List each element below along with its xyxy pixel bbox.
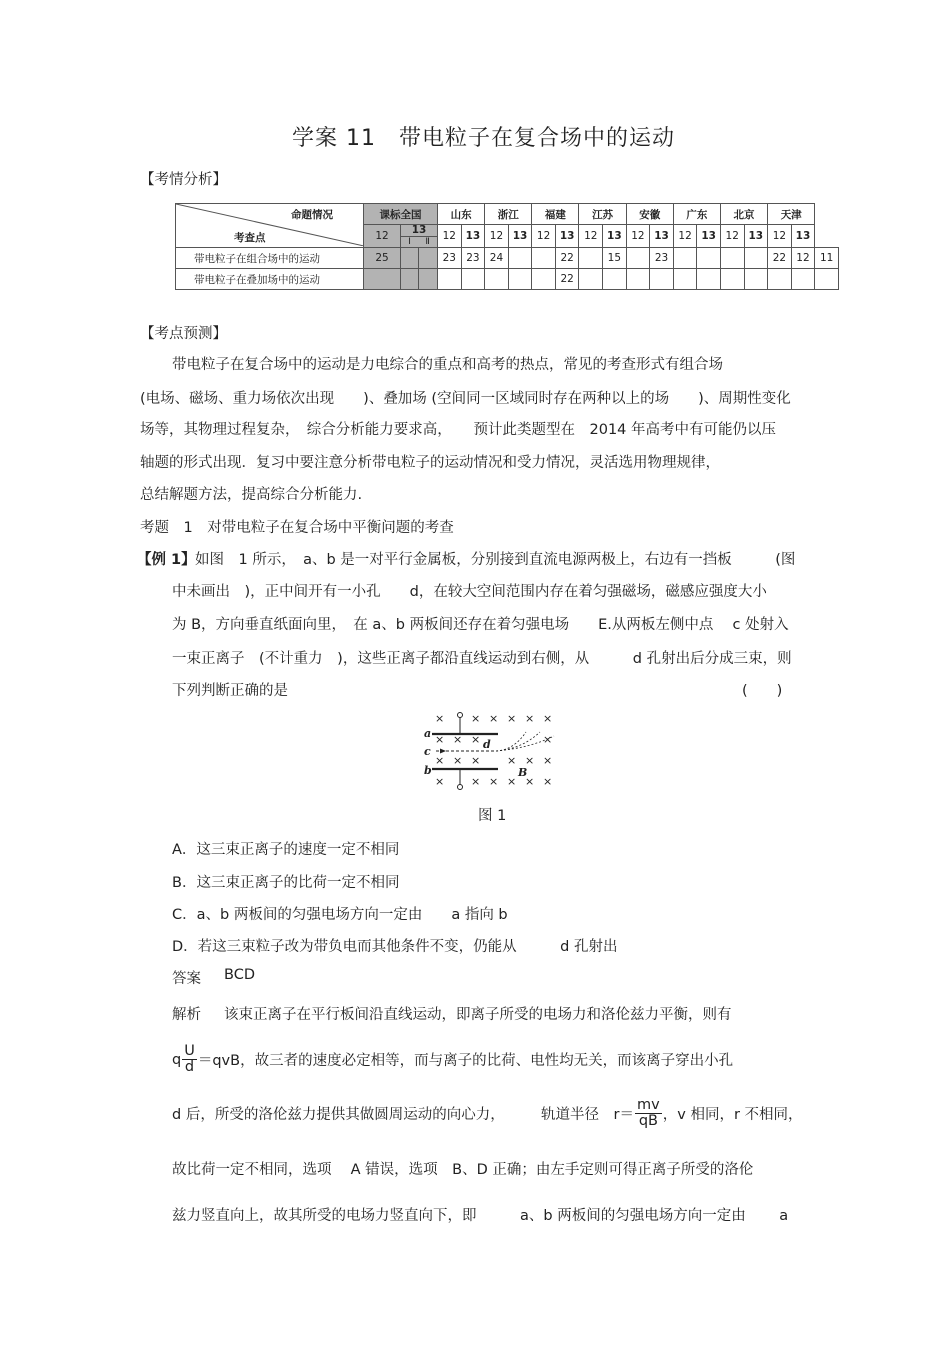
year-cell: 13: [603, 225, 627, 248]
topic-heading: 考题 1 对带电粒子在复合场中平衡问题的考查: [140, 520, 454, 536]
label-a: a: [424, 727, 432, 740]
answer-value: BCD: [224, 967, 255, 983]
diagonal-line: [176, 204, 364, 246]
option-b: B．这三束正离子的比荷一定不相同: [172, 875, 400, 891]
cross-mark: ×: [471, 733, 481, 746]
year-cell: 12: [364, 225, 401, 248]
terminal-bottom-circle: [458, 785, 463, 790]
region-header: 浙江: [485, 204, 532, 225]
section-prediction: 【考点预测】: [140, 326, 227, 342]
figure-caption: 图 1: [478, 808, 507, 824]
trajectory-1: [496, 732, 526, 751]
header-bottom: 考查点: [234, 232, 266, 244]
cross-mark: ×: [525, 712, 535, 725]
cross-mark: ×: [543, 733, 553, 746]
row-label: 带电粒子在叠加场中的运动: [176, 269, 364, 290]
cross-mark: ×: [507, 775, 517, 788]
terminal-top-circle: [458, 713, 463, 718]
analysis-line: 故比荷一定不相同，选项 A 错误，选项 B、D 正确；由左手定则可得正离子所受的洛伦: [172, 1162, 754, 1178]
figure-1: [422, 710, 562, 792]
cross-mark: ×: [525, 775, 535, 788]
year-cell: 12: [720, 225, 744, 248]
table-row: 带电粒子在叠加场中的运动 22: [176, 269, 839, 290]
fraction-mv-over-qb: $\frac{mv}{qB}$: [637, 1097, 660, 1129]
prediction-line: 场等，其物理过程复杂， 综合分析能力要求高， 预计此类题型在 2014 年高考中有可能仍以压: [140, 422, 777, 438]
option-d: D．若这三束粒子改为带负电而其他条件不变，仍能从 d 孔射出: [172, 939, 618, 955]
cross-mark: ×: [435, 775, 445, 788]
example-line: 一束正离子 (不计重力 )，这些正离子都沿直线运动到右侧，从 d 孔射出后分成三束，则: [172, 651, 792, 667]
table-row: 带电粒子在组合场中的运动 25 23 23 24 22 15 23 22 12 11: [176, 248, 839, 269]
cross-mark: ×: [435, 733, 445, 746]
cross-mark: ×: [543, 775, 553, 788]
year-cell-13: 13 Ⅰ Ⅱ: [401, 225, 438, 248]
section-exam-analysis: 【考情分析】: [140, 172, 227, 188]
cross-mark: ×: [543, 712, 553, 725]
answer-label: 答案: [172, 971, 201, 987]
year-cell: 13: [744, 225, 768, 248]
cross-mark: ×: [489, 775, 499, 788]
prediction-line: 带电粒子在复合场中的运动是力电综合的重点和高考的热点，常见的考查形式有组合场: [172, 357, 723, 373]
cross-mark: ×: [471, 712, 481, 725]
cross-mark: ×: [453, 733, 463, 746]
cross-mark: ×: [471, 754, 481, 767]
year-cell: 13: [697, 225, 721, 248]
prediction-line: 总结解题方法，提高综合分析能力.: [140, 487, 363, 503]
cross-mark: ×: [435, 712, 445, 725]
page-title: 学案 11 带电粒子在复合场中的运动: [292, 126, 675, 151]
year-cell: 12: [532, 225, 556, 248]
cross-mark: ×: [507, 712, 517, 725]
analysis-radius-line: [172, 1098, 803, 1129]
region-header: 福建: [532, 204, 579, 225]
cross-mark: ×: [543, 754, 553, 767]
region-header: 安徽: [626, 204, 673, 225]
region-header: 天津: [768, 204, 815, 225]
year-cell: 13: [461, 225, 485, 248]
analysis-label: 解析: [172, 1007, 201, 1023]
year-cell: 13: [555, 225, 579, 248]
answer-bracket: ( ): [742, 683, 783, 699]
eq-q: q: [172, 1051, 182, 1068]
year-cell: 12: [673, 225, 697, 248]
region-header: 山东: [438, 204, 485, 225]
row-label: 带电粒子在组合场中的运动: [176, 248, 364, 269]
year-cell: 13: [508, 225, 532, 248]
table-corner-header: [176, 204, 364, 248]
analysis-line: ＝qvB，故三者的速度必定相等，而与离子的比荷、电性均无关，而该离子穿出小孔: [197, 1053, 734, 1069]
option-c: C．a、b 两板间的匀强电场方向一定由 a 指向 b: [172, 907, 508, 923]
analysis-line: ，v 相同，r 不相同，: [662, 1107, 803, 1123]
prediction-line: 轴题的形式出现．复习中要注意分析带电粒子的运动情况和受力情况，灵活选用物理规律，: [140, 455, 720, 471]
cross-mark: ×: [507, 754, 517, 767]
label-c: c: [424, 745, 431, 758]
year-cell: 12: [485, 225, 509, 248]
exam-table: [175, 203, 839, 290]
label-b: b: [424, 764, 432, 777]
year-cell: 12: [626, 225, 650, 248]
cross-mark: ×: [435, 754, 445, 767]
year-cell: 13: [791, 225, 815, 248]
prediction-line: (电场、磁场、重力场依次出现 )、叠加场 (空间同一区域同时存在两种以上的场 )、周期性变化: [140, 391, 791, 407]
year-cell: 13: [650, 225, 674, 248]
year-cell: 12: [579, 225, 603, 248]
cross-mark: ×: [489, 712, 499, 725]
example-line: 如图 1 所示， a、b 是一对平行金属板，分别接到直流电源两极上，右边有一挡板 (图: [195, 552, 796, 568]
region-header: 北京: [720, 204, 767, 225]
fraction-u-over-d: $\frac{U}{d}$: [184, 1043, 195, 1075]
example-line: 为 B，方向垂直纸面向里， 在 a、b 两板间还存在着匀强电场 E.从两板左侧中点 c 处射入: [172, 617, 789, 633]
region-header: 课标全国: [364, 204, 438, 225]
cross-mark: ×: [471, 775, 481, 788]
year-cell: 12: [438, 225, 462, 248]
region-header: 江苏: [579, 204, 626, 225]
label-d: d: [483, 738, 491, 751]
label-B: B: [518, 766, 528, 779]
example-tag: 【例 1】: [137, 552, 196, 568]
year-cell: 12: [768, 225, 792, 248]
header-top: 命题情况: [291, 209, 333, 221]
analysis-line: 该束正离子在平行板间沿直线运动，即离子所受的电场力和洛伦兹力平衡，则有: [224, 1007, 732, 1023]
beam-arrow: [440, 749, 446, 754]
cross-mark: ×: [525, 754, 535, 767]
region-header: 广东: [673, 204, 720, 225]
analysis-line: 兹力竖直向上，故其所受的电场力竖直向下，即 a、b 两板间的匀强电场方向一定由 a: [172, 1208, 789, 1224]
example-line: 中未画出 )，正中间开有一小孔 d，在较大空间范围内存在着匀强磁场，磁感应强度大小: [172, 584, 767, 600]
analysis-line: d 后，所受的洛伦兹力提供其做圆周运动的向心力， 轨道半径 r＝: [172, 1107, 635, 1123]
analysis-equation: [172, 1044, 733, 1075]
option-a: A．这三束正离子的速度一定不相同: [172, 842, 400, 858]
cross-mark: ×: [453, 754, 463, 767]
example-line: 下列判断正确的是: [172, 683, 288, 699]
